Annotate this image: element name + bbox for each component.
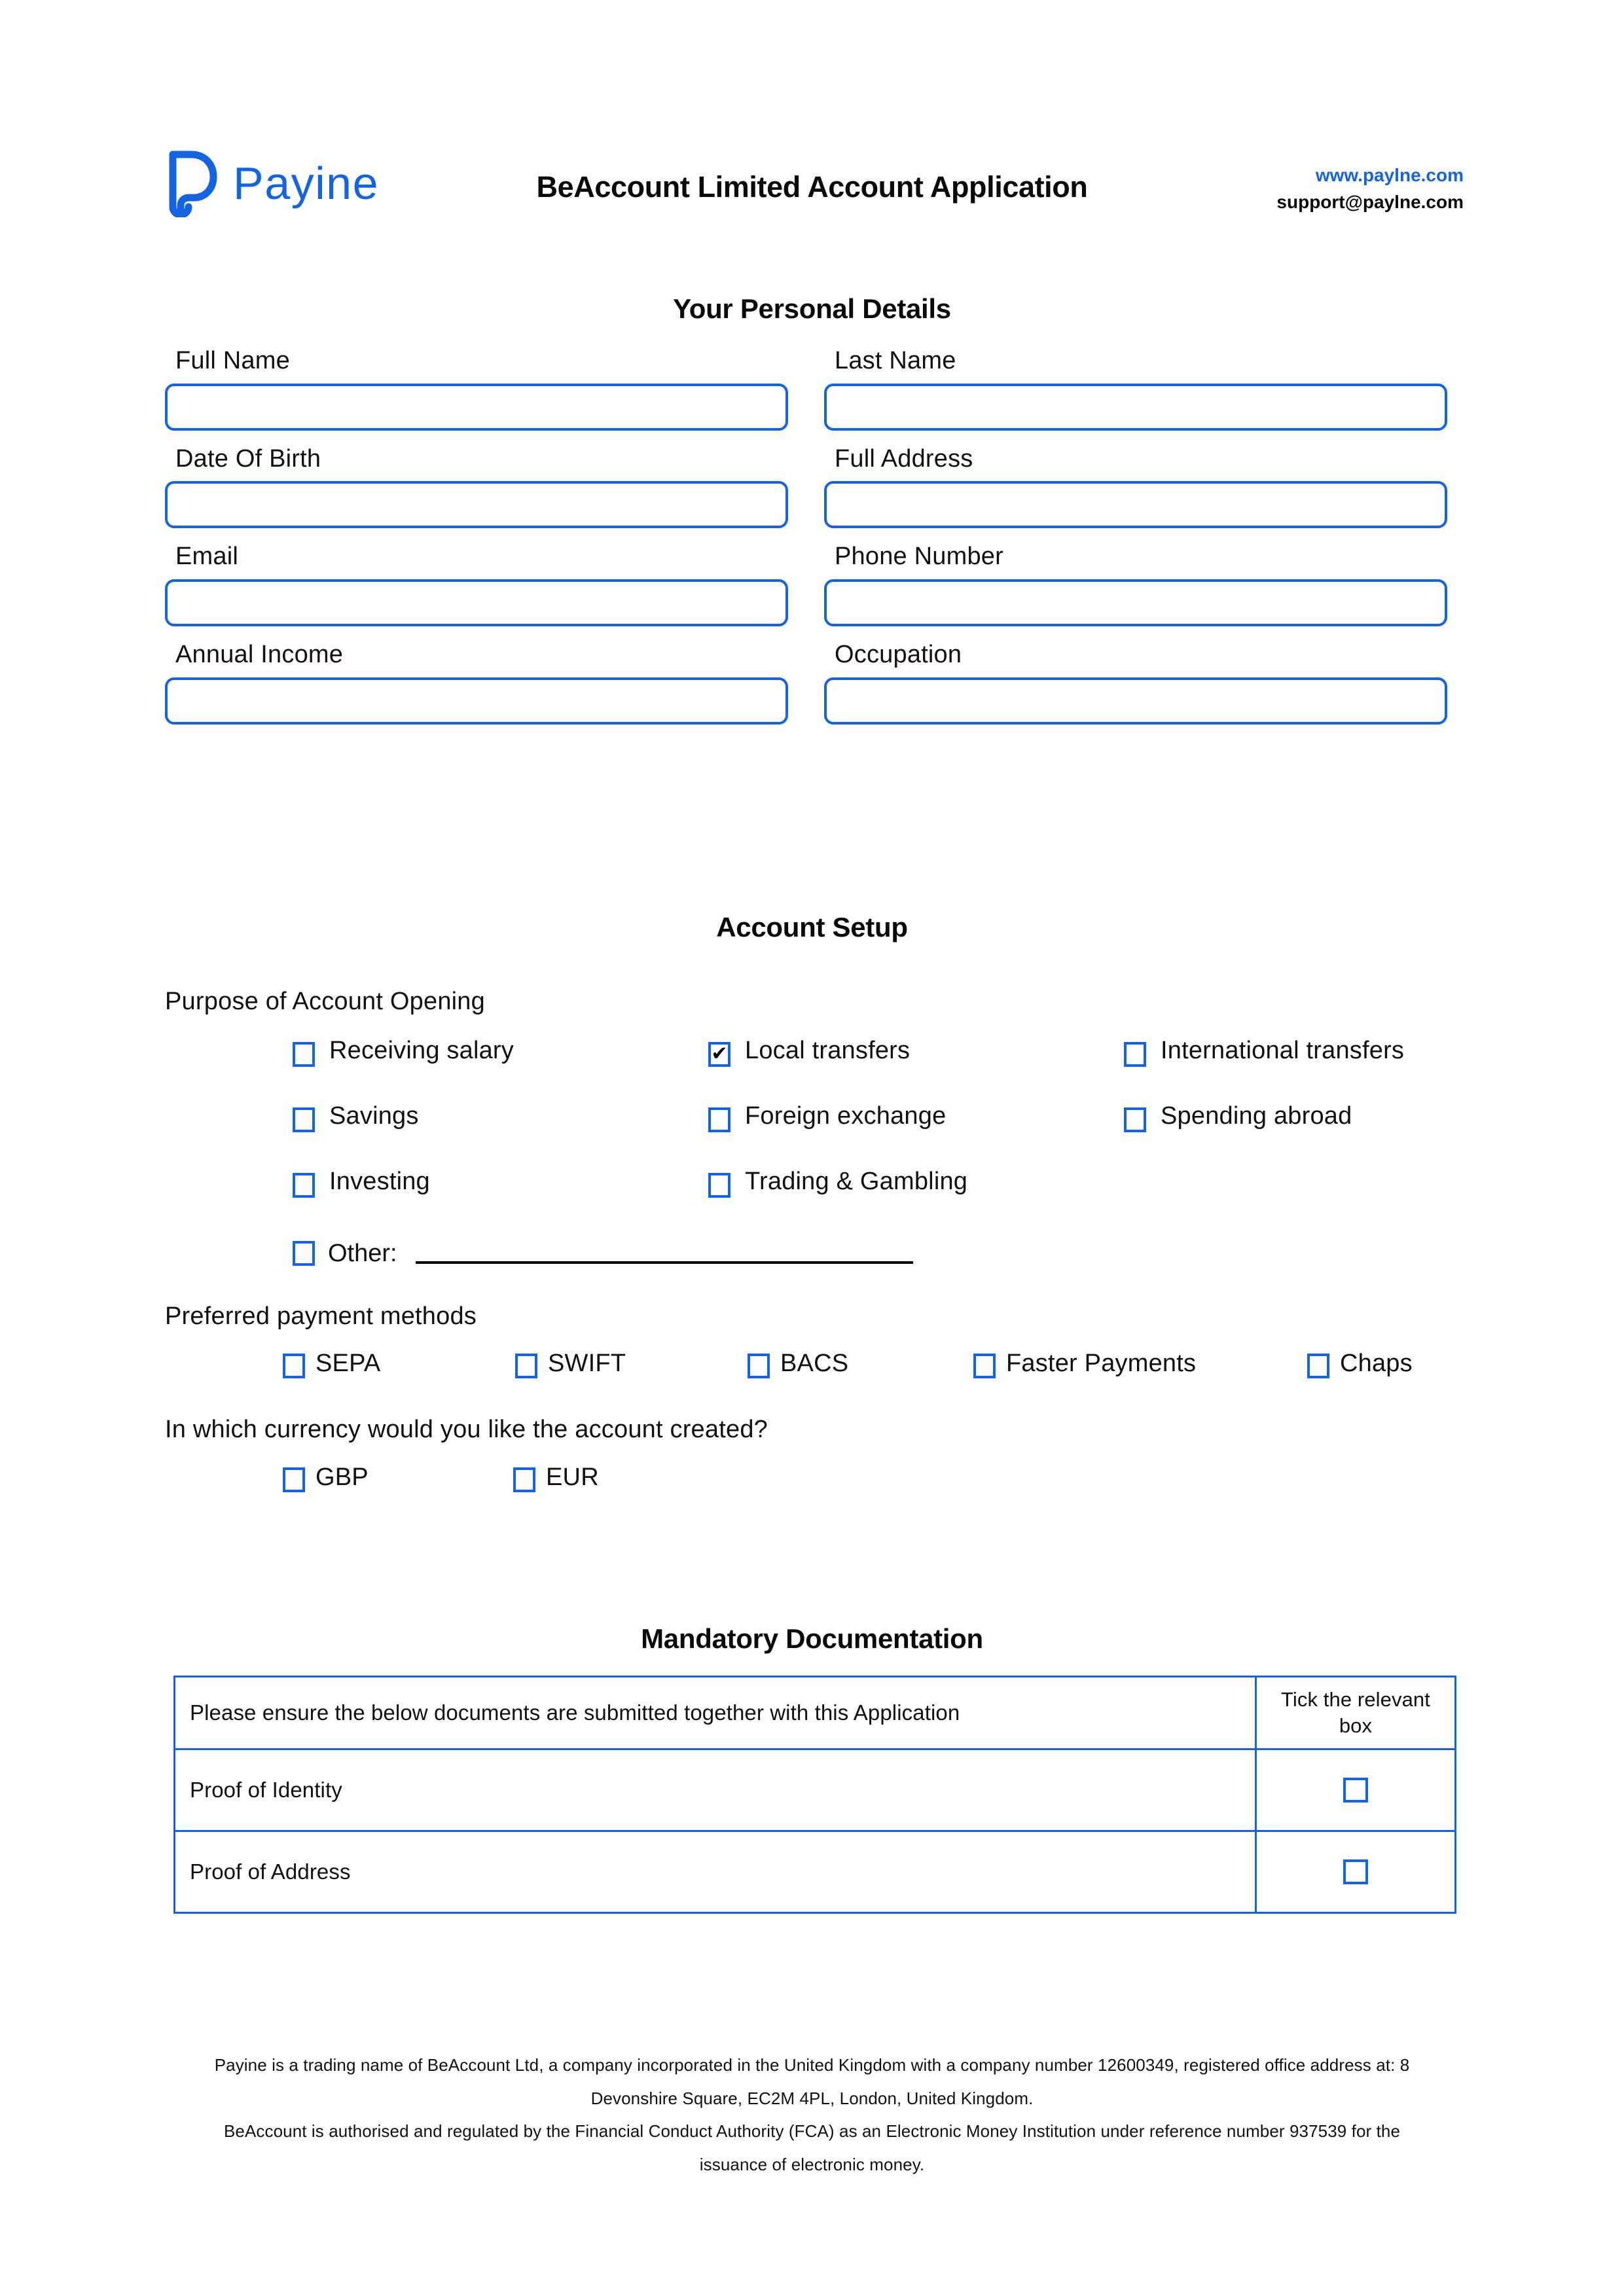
checkbox-label: EUR: [546, 1463, 599, 1491]
checkbox-label: GBP: [316, 1463, 369, 1491]
tick-cell-proof-of-identity[interactable]: [1256, 1749, 1456, 1831]
label-last-name: Last Name: [835, 347, 956, 374]
checkbox-item-foreign-exchange[interactable]: [708, 1103, 1124, 1169]
input-last-name[interactable]: [824, 384, 1447, 431]
checkbox-item-receiving-salary[interactable]: [293, 1038, 708, 1103]
field-email: [165, 543, 788, 626]
checkbox-item-chaps[interactable]: [1307, 1351, 1413, 1378]
checkbox-chaps-icon[interactable]: [1307, 1354, 1329, 1378]
label-preferred-payment-methods: Preferred payment methods: [165, 1302, 477, 1330]
checkbox-label: Trading & Gambling: [745, 1167, 968, 1195]
input-occupation[interactable]: [824, 677, 1447, 725]
label-full-address: Full Address: [835, 444, 973, 473]
checkbox-bacs-icon[interactable]: [748, 1354, 770, 1378]
field-last-name: [824, 347, 1447, 431]
checkbox-proof-of-address-icon[interactable]: [1343, 1859, 1368, 1884]
input-date-of-birth[interactable]: [165, 481, 788, 528]
checkbox-savings-icon[interactable]: [293, 1107, 315, 1132]
table-row: [175, 1831, 1456, 1913]
page-header: [0, 149, 1624, 234]
input-full-address[interactable]: [824, 481, 1447, 528]
checkbox-item-other[interactable]: [293, 1240, 1474, 1268]
checkbox-gbp-icon[interactable]: [283, 1467, 305, 1492]
field-row: [165, 347, 1464, 431]
label-full-name: Full Name: [175, 347, 290, 374]
checkbox-label: Foreign exchange: [745, 1102, 947, 1130]
section-title-personal-details: Your Personal Details: [673, 293, 951, 324]
checkbox-swift-icon[interactable]: [515, 1354, 537, 1378]
field-date-of-birth: [165, 445, 788, 529]
checkbox-label: Faster Payments: [1006, 1350, 1197, 1378]
checkbox-label: SWIFT: [548, 1350, 626, 1378]
label-currency-question: In which currency would you like the account created?: [165, 1416, 768, 1444]
checkbox-faster-payments-icon[interactable]: [973, 1354, 996, 1378]
table-header-row: [175, 1677, 1456, 1749]
label-purpose-of-account-opening: Purpose of Account Opening: [165, 988, 485, 1015]
field-annual-income: [165, 641, 788, 725]
checkbox-foreign-exchange-icon[interactable]: [708, 1107, 731, 1132]
field-row: [165, 543, 1464, 626]
footer-line-2: Devonshire Square, EC2M 4PL, London, United Kingdom.: [590, 2088, 1034, 2108]
checkbox-item-bacs[interactable]: [748, 1351, 973, 1378]
field-row: [165, 641, 1464, 725]
label-date-of-birth: Date Of Birth: [175, 444, 321, 473]
checkbox-item-sepa[interactable]: [283, 1351, 515, 1378]
field-phone-number: [824, 543, 1447, 626]
checkbox-item-international-transfers[interactable]: [1124, 1038, 1474, 1103]
checkbox-trading-gambling-icon[interactable]: [708, 1173, 731, 1198]
field-occupation: [824, 641, 1447, 725]
checkbox-receiving-salary-icon[interactable]: [293, 1042, 315, 1067]
mandatory-documents-table: [173, 1676, 1456, 1914]
document-name-proof-of-identity: Proof of Identity: [175, 1749, 1256, 1831]
tick-cell-proof-of-address[interactable]: [1256, 1831, 1456, 1913]
checkbox-item-investing[interactable]: [293, 1169, 708, 1234]
checkbox-label: Investing: [329, 1167, 430, 1195]
checkbox-item-eur[interactable]: [513, 1465, 599, 1492]
checkbox-other-icon[interactable]: [293, 1241, 315, 1266]
checkbox-label: Local transfers: [745, 1036, 911, 1064]
input-phone-number[interactable]: [824, 579, 1447, 626]
account-setup-section: [165, 987, 1474, 1492]
field-full-name: [165, 347, 788, 431]
checkbox-item-swift[interactable]: [515, 1351, 748, 1378]
section-title-account-setup: Account Setup: [716, 912, 908, 942]
footer-line-4: issuance of electronic money.: [699, 2155, 925, 2175]
personal-details-fields: [165, 347, 1464, 739]
checkbox-eur-icon[interactable]: [513, 1467, 535, 1492]
checkbox-spending-abroad-icon[interactable]: [1124, 1107, 1146, 1132]
contact-info: [1276, 162, 1464, 215]
page-footer: [0, 2049, 1624, 2181]
input-full-name[interactable]: [165, 384, 788, 431]
checkbox-label: International transfers: [1161, 1036, 1405, 1064]
label-annual-income: Annual Income: [175, 641, 344, 669]
field-row: [165, 445, 1464, 529]
brand-name: Payine: [233, 158, 380, 209]
input-annual-income[interactable]: [165, 677, 788, 725]
checkbox-item-trading-gambling[interactable]: [708, 1169, 1124, 1234]
checkbox-local-transfers-icon[interactable]: [708, 1042, 731, 1067]
table-row: [175, 1749, 1456, 1831]
document-name-proof-of-address: Proof of Address: [175, 1831, 1256, 1913]
website-link[interactable]: www.paylne.com: [1315, 165, 1464, 185]
input-other-purpose[interactable]: [416, 1243, 913, 1264]
checkbox-label: SEPA: [316, 1350, 381, 1378]
checkbox-label: Receiving salary: [329, 1036, 514, 1064]
checkbox-item-faster-payments[interactable]: [973, 1351, 1307, 1378]
field-full-address: [824, 445, 1447, 529]
table-header-tick: Tick the relevant box: [1256, 1677, 1456, 1749]
document-title: BeAccount Limited Account Application: [536, 170, 1088, 204]
support-email[interactable]: support@paylne.com: [1276, 191, 1464, 212]
checkbox-label: Chaps: [1340, 1350, 1413, 1378]
input-email[interactable]: [165, 579, 788, 626]
checkbox-label-other: Other:: [328, 1239, 397, 1267]
label-occupation: Occupation: [835, 641, 962, 669]
payment-methods-row: [283, 1351, 1474, 1378]
label-email: Email: [175, 543, 239, 571]
checkbox-item-spending-abroad[interactable]: [1124, 1103, 1474, 1169]
checkbox-sepa-icon[interactable]: [283, 1354, 305, 1378]
checkbox-investing-icon[interactable]: [293, 1173, 315, 1198]
checkbox-item-gbp[interactable]: [283, 1465, 513, 1492]
checkbox-item-savings[interactable]: [293, 1103, 708, 1169]
table-header-description: Please ensure the below documents are submitted together with this Application: [175, 1677, 1256, 1749]
checkbox-proof-of-identity-icon[interactable]: [1343, 1778, 1368, 1803]
label-phone-number: Phone Number: [835, 543, 1003, 571]
footer-line-1: Payine is a trading name of BeAccount Ltd, a company incorporated in the United Kingdom with a company number 12600349, registered office address at: 8: [214, 2055, 1410, 2075]
grid-spacer: [1124, 1169, 1474, 1234]
checkbox-label: Spending abroad: [1161, 1102, 1352, 1130]
section-title-mandatory-documentation: Mandatory Documentation: [641, 1623, 983, 1654]
checkbox-label: BACS: [780, 1350, 849, 1378]
purpose-checkbox-grid: [293, 1038, 1474, 1234]
footer-line-3: BeAccount is authorised and regulated by the Financial Conduct Authority (FCA) as an Electronic Money Institution under reference number 937539 for the: [223, 2121, 1401, 2142]
checkbox-international-transfers-icon[interactable]: [1124, 1042, 1146, 1067]
currency-options-row: [283, 1465, 1474, 1492]
checkbox-item-local-transfers[interactable]: [708, 1038, 1124, 1103]
checkbox-label: Savings: [329, 1102, 419, 1130]
